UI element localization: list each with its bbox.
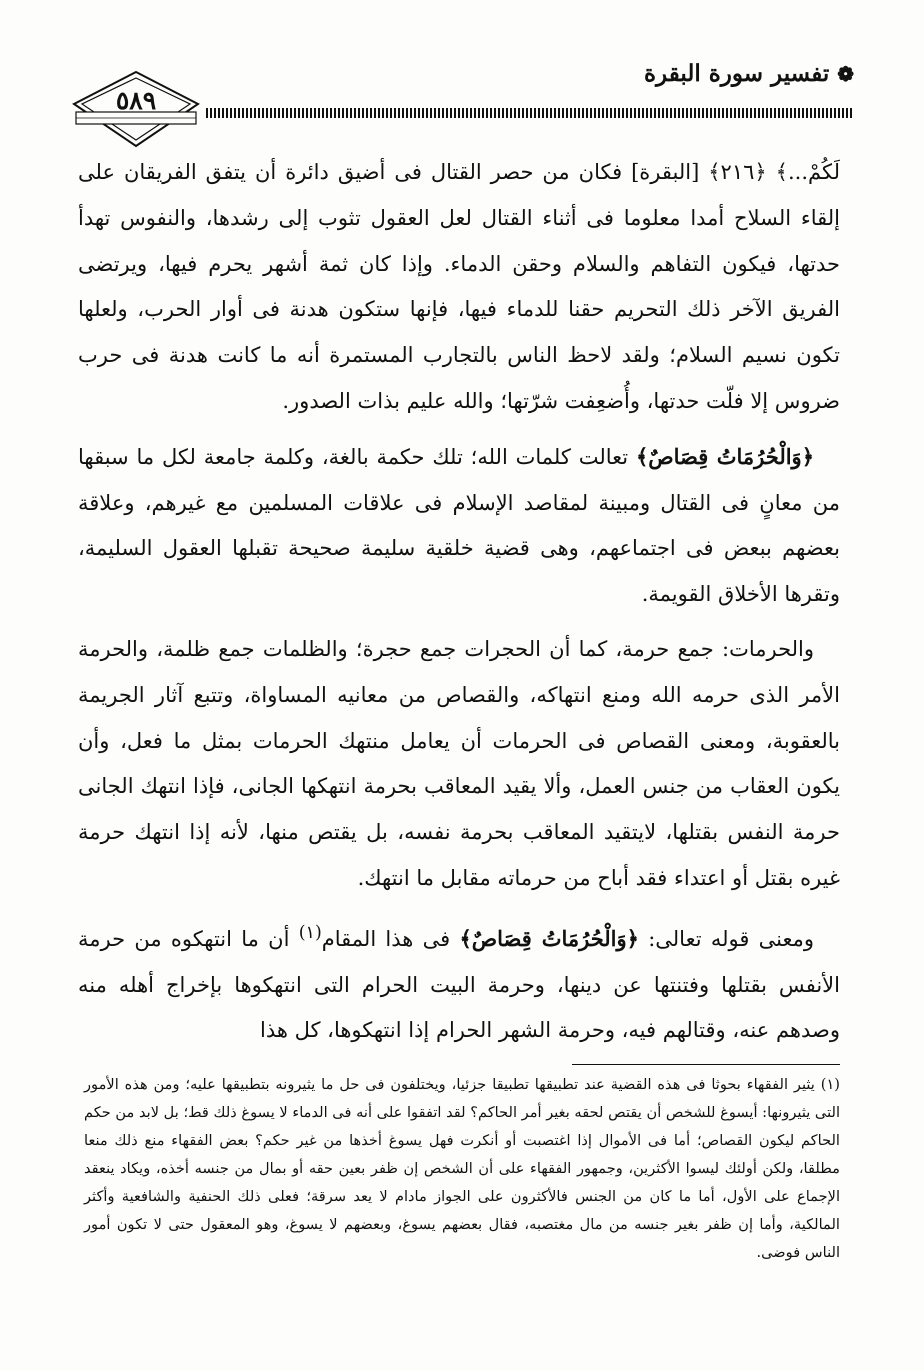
paragraph-2 [78,434,840,618]
paragraph-1: لَكُمْ...﴾ ﴿٢١٦﴾ [البقرة] فكان من حصر القتال فى أضيق دائرة أن يتفق الفريقان على إلقاء السلاح أمدا معلوما فى أثناء القتال لعل العقول تثوب إلى رشدها، والنفوس تهدأ حدتها، فيكون التفاهم والسلام وحقن الدماء. وإذا كان ثمة أشهر يحرم فيها، ويرتضى الفريق الآخر ذلك التحريم حقنا للدماء فيها، فإنها ستكون هدنة فى أوار الحرب، ولعلها تكون نسيم السلام؛ ولقد لاحظ الناس بالتجارب المستمرة أنه ما كانت هدنة فى حرب ضروس إلا فلّت حدتها، وأُضعِفت شرّتها؛ والله عليم بذات الصدور. [78,160,840,413]
footnote-reference: (١) [298,922,322,943]
paragraph-4-start: ومعنى قوله تعالى: [638,926,814,951]
footnote-separator [572,1064,840,1065]
paragraph-2-text: تعالت كلمات الله؛ تلك حكمة بالغة، وكلمة جامعة لكل ما سبقها من معانٍ فى القتال ومبينة لمقاصد الإسلام فى علاقات المسلمين مع غيرهم، وعلاقة بعضهم ببعض فى اجتماعهم، وهى قضية خلقية سليمة صحيحة تقبلها العقول السليمة، وتقرها الأخلاق القويمة. [78,444,840,607]
running-header [60,56,854,156]
footnote-1: (١) يثير الفقهاء بحوثا فى هذه القضية عند تطبيقها تطبيقا جزئيا، ويختلفون فى حل ما يثيرونه بتطبيقها عليه؛ ومن هذه الأمور التى يثيرونها: أيسوغ للشخص أن يقتص لحقه بغير أمر الحاكم؟ لقد اتفقوا على أنه فى الدماء لا يسوغ ذلك قط؛ بل لابد من حكم الحاكم ليكون القصاص؛ أما فى الأموال إذا اغتصبت أو أنكرت فهل يسوغ أخذها من غير حكم؟ بعض الفقهاء منع ذلك منعا مطلقا، ولكن أولئك ليسوا الأكثرين، وجمهور الفقهاء على أن الشخص إن ظفر بعين حقه أو بمال من جنسه أخذه، ويكاد ينعقد الإجماع على الأول، أما ما كان من الجنس فالأكثرون على الجواز مادام لا يعد سرقة؛ فعلى ذلك الحنفية والشافعية وأكثر المالكية، وأما إن ظفر بغير جنسه من مال مغتصبه، فقال بعضهم يسوغ، وبعضهم لا يسوغ، وهو المعقول حتى لا تكون أمور الناس فوضى. [84,1076,840,1261]
paragraph-4-mid: فى هذا المقام [321,926,460,951]
paragraph-4 [78,911,840,1054]
footnotes [84,1071,840,1267]
page-number: ٥٨٩ [115,86,157,115]
quran-verse: ﴿وَالْحُرُمَاتُ قِصَاصٌ﴾ [635,443,815,469]
header-rule [206,108,854,118]
quran-verse: ﴿وَالْحُرُمَاتُ قِصَاصٌ﴾ [459,925,639,951]
ornament-bullet-icon: ❁ [837,62,854,86]
header-title-group [644,60,854,87]
main-text [78,150,840,1063]
page-number-badge [70,70,202,150]
surah-title: تفسير سورة البقرة [644,60,830,87]
paragraph-4-text: أن ما انتهكوه من حرمة الأنفس بقتلها وفتنتها عن دينها، وحرمة البيت الحرام التى انتهكوها بإخراج أهله منه وصدهم عنه، وقتالهم فيه، وحرمة الشهر الحرام إذا انتهكوها، كل هذا [78,926,840,1043]
paragraph-3: والحرمات: جمع حرمة، كما أن الحجرات جمع حجرة؛ والظلمات جمع ظلمة، والحرمة الأمر الذى حرمه الله ومنع انتهاكه، والقصاص من معانيه المساواة، وتتبع آثار الجريمة بالعقوبة، ومعنى القصاص فى الحرمات أن يعامل منتهك الحرمات بمثل ما فعل، وأن يكون العقاب من جنس العمل، وألا يقيد المعاقب بحرمة انتهكها الجانى، فإذا انتهك الجانى حرمة النفس بقتلها، لايتقيد المعاقب بحرمة نفسه، بل يقتص منها، لأنه إذا انتهك حرمة غيره بقتل أو اعتداء فقد أباح من حرماته مقابل ما انتهك. [78,636,840,890]
